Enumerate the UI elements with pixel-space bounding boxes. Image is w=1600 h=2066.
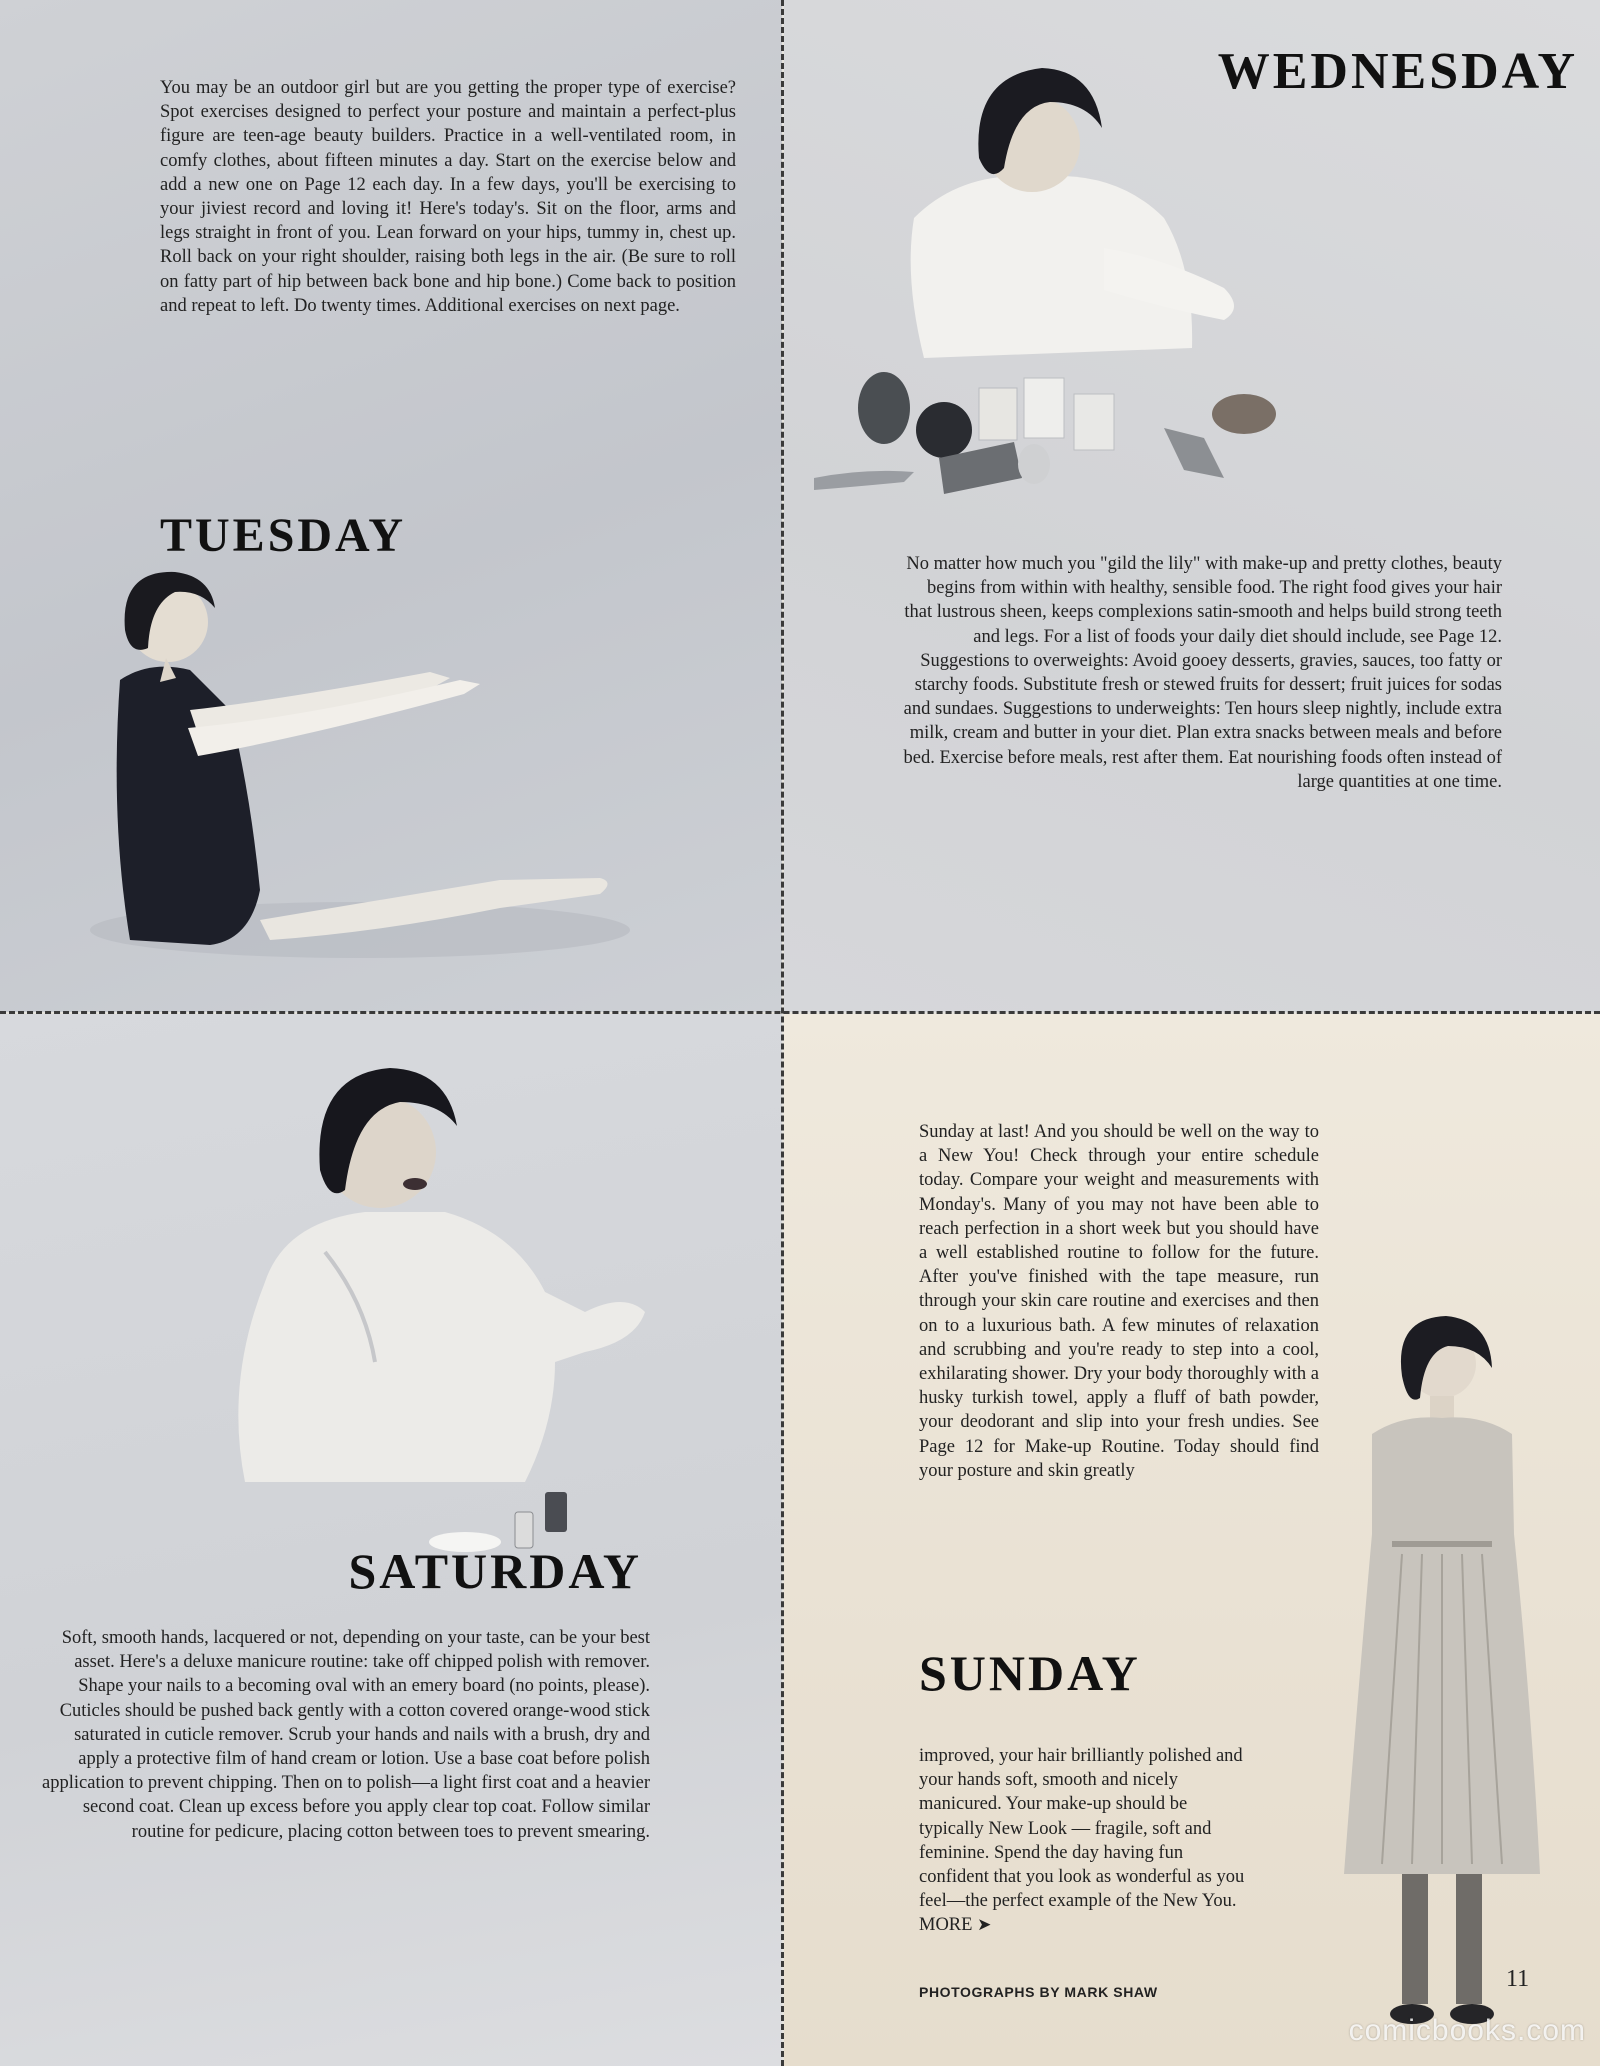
manicure-photo <box>225 1062 655 1562</box>
food-photo <box>804 58 1364 508</box>
tuesday-heading: TUESDAY <box>160 509 406 562</box>
tuesday-text: You may be an outdoor girl but are you getting the proper type of exercise? Spot exercises designed to perfect your posture and maintain a perfect-plus figure are teen-age beauty builders. Practice in a well-ventilated room, in comfy clothes, about fifteen minutes a day. Start on the exercise below and add a new one on Page 12 each day. In a few days, you'll be exercising to your jiviest record and loving it! Here's today's. Sit on the floor, arms and legs straight in front of you. Lean forward on your hips, tummy in, chest up. Roll back on your right shoulder, raising both legs in the air. (Be sure to roll on fatty part of hip between back bone and hip bone.) Come back to position and repeat to left. Do twenty times. Additional exercises on next page. <box>160 78 736 316</box>
watermark: comicbooks.com <box>1348 2014 1586 2047</box>
sunday-text-bottom-copy: improved, your hair brilliantly polished and your hands soft, smooth and nicely manicured. Your make-up should be typically New Look — fragile, soft and feminine. Spend the day having fun confident that you look as wonderful as you feel—the perfect example of the New You. MORE <box>919 1746 1245 1936</box>
wednesday-panel <box>784 0 1600 1012</box>
saturday-heading: SATURDAY <box>348 1543 642 1599</box>
saturday-text: Soft, smooth hands, lacquered or not, depending on your taste, can be your best asset. Here's a deluxe manicure routine: take off chipped polish with remover. Shape your nails to a becoming oval with an emery board (no points, please). Cuticles should be pushed back gently with a cotton covered orange-wood stick saturated in cuticle remover. Scrub your hands and nails with a brush, dry and apply a protective film of hand cream or lotion. Use a base coat before polish application to prevent chipping. Then on to polish—a light first coat and a heavier second coat. Clean up excess before you apply clear top coat. Follow similar routine for pedicure, placing cotton between toes to prevent smearing. <box>42 1628 650 1842</box>
sunday-text-top: Sunday at last! And you should be well on the way to a New You! Check through your entire schedule today. Compare your weight and measurements with Monday's. Many of you may not have been able to reach perfection in a short week but you should have a well established routine to follow for the future. After you've finished with the tape measure, run through your skin care routine and exercises and then on to a luxurious bath. A few minutes of relaxation and scrubbing and you're ready to step into a cool, exhilarating shower. Dry your body thoroughly with a husky turkish towel, apply a fluff of bath powder, your deodorant and slip into your fresh undies. See Page 12 for Make-up Routine. Today should find your posture and skin greatly <box>919 1122 1319 1481</box>
woman-dress-photo <box>1332 1314 1552 2034</box>
wednesday-heading: WEDNESDAY <box>1217 43 1578 100</box>
sunday-panel <box>784 1014 1600 2066</box>
vertical-cut-line <box>781 0 784 2066</box>
more-arrow-icon: ➤ <box>977 1915 992 1936</box>
tuesday-panel <box>0 0 782 1012</box>
photo-credit: PHOTOGRAPHS BY MARK SHAW <box>919 1984 1158 2000</box>
exercise-photo <box>80 560 640 980</box>
saturday-panel <box>0 1014 782 2066</box>
wednesday-text: No matter how much you "gild the lily" with make-up and pretty clothes, beauty begins from within with healthy, sensible food. The right food gives your hair that lustrous sheen, keeps complexions satin-smooth and helps build strong teeth and legs. For a list of foods your daily diet should include, see Page 12. Suggestions to overweights: Avoid gooey desserts, gravies, sauces, too fatty or starchy foods. Substitute fresh or stewed fruits for dessert; fruit juices for sodas and sundaes. Suggestions to underweights: Ten hours sleep nightly, include extra milk, cream and butter in your diet. Plan extra snacks between meals and before bed. Exercise before meals, rest after them. Eat nourishing foods often instead of large quantities at one time. <box>903 554 1502 792</box>
page-number: 11 <box>1506 1966 1530 1992</box>
horizontal-cut-line <box>0 1011 1600 1014</box>
sunday-text-bottom <box>919 1744 1249 1938</box>
sunday-heading: SUNDAY <box>919 1645 1141 1701</box>
